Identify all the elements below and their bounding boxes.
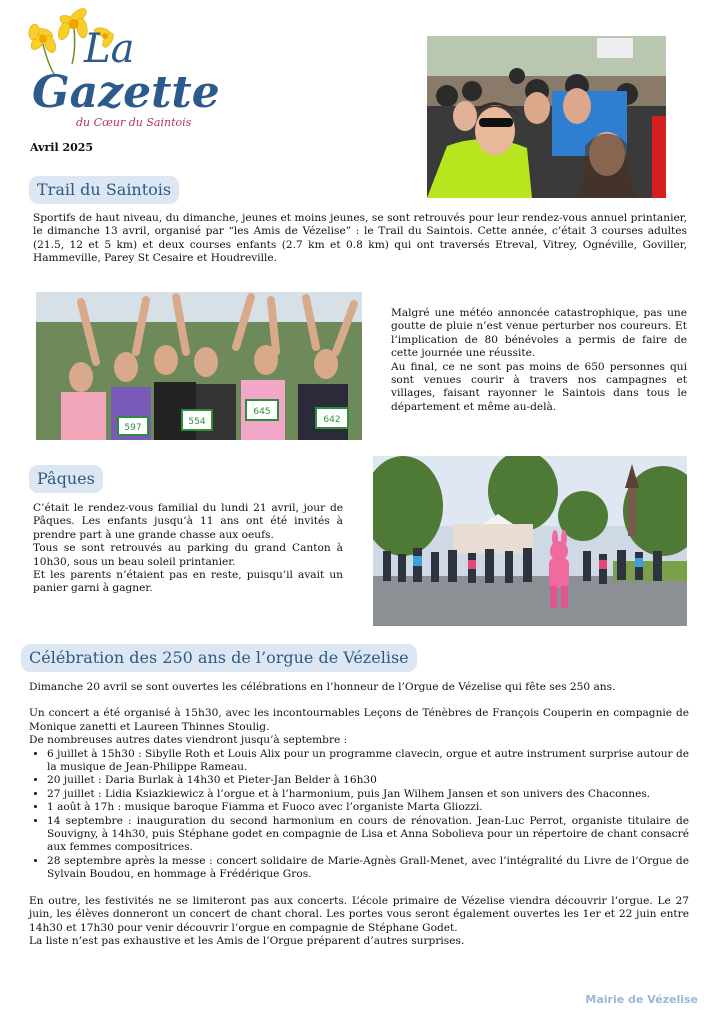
orgue-paragraph-festivities: En outre, les festivités ne se limiteront pas aux concerts. L’école primaire de Vézelise viendra découvrir l’orgue. Le 27 juin, les élèves donneront un concert de chant choral. Les portes vous seront également ouvertes les 1er et 22 juin entre 14h30 et 17h30 pour venir découvrir l’orgue en compagnie de Stéphane Godet. [29,894,689,934]
list-item: • 6 juillet à 15h30 : Sibylle Roth et Louis Alix pour un programme clavecin, orgue et autre instrument surprise autour de la musique de Jean-Philippe Rameau. [47,748,689,775]
paques-paragraph-3: Et les parents n’étaient pas en reste, puisqu’il avait un panier garni à gagner. [33,569,343,595]
orgue-text [29,681,689,948]
trail-side-text [391,307,687,414]
gazette-logo [14,4,224,134]
list-item: • 1 août à 17h : musique baroque Fiamma et Fuoco avec l’organiste Marta Gliozzi. [47,801,689,814]
list-item: • 14 septembre : inauguration du second harmonium en cours de rénovation. Jean-Luc Perrot, organiste titulaire de Souvigny, à 14h30, puis Stéphane godet en compagnie de Lisa et Anna Sobolieva pour un répertoire de chant consacré aux femmes compositrices. [47,815,689,855]
list-item: • 28 septembre après la messe : concert solidaire de Marie-Agnès Grall-Menet, avec l’intégralité du Livre de l’Orgue de Sylvain Boudou, en hommage à Frédérique Gros. [47,855,689,882]
orgue-paragraph-dates-intro: De nombreuses autres dates viendront jusqu’à septembre : [29,734,348,747]
section-title-orgue: Célébration des 250 ans de l’orgue de Vézelise [21,644,417,672]
list-item: • 27 juillet : Lidia Ksiazkiewicz à l’orgue et à l’harmonium, puis Jan Wilhem Jansen et son univers des Chaconnes. [47,788,689,801]
gazette-logo-image [14,4,224,134]
bib-number: 645 [253,407,271,417]
easter-egg-hunt-photo [373,456,687,626]
trail-paragraph-attendance: Au final, ce ne sont pas moins de 650 personnes qui sont venues courir à travers nos campagnes et villages, faisant rayonner le Saintois dans tous le département et même au-delà. [391,360,687,413]
runners-selfie-photo [427,36,666,198]
orgue-event-list [29,748,689,882]
list-item: • 20 juillet : Daria Burlak à 14h30 et Pieter-Jan Belder à 16h30 [47,774,689,787]
orgue-paragraph-opening: Dimanche 20 avril se sont ouvertes les célébrations en l’honneur de l’Orgue de Vézelise qui fête ses 250 ans. [29,681,616,693]
orgue-paragraph-closing: La liste n’est pas exhaustive et les Amis de l’Orgue préparent d’autres surprises. [29,934,465,947]
paques-text [33,502,343,596]
runners-start-photo [36,292,362,440]
paques-paragraph-2: Tous se sont retrouvés au parking du grand Canton à 10h30, sous un beau soleil printanier. [33,542,343,568]
bib-number: 642 [323,415,341,425]
issue-date: Avril 2025 [30,141,94,154]
paques-paragraph-1: C’était le rendez-vous familial du lundi 21 avril, jour de Pâques. Les enfants jusqu’à 11 ans ont été invités à prendre part à une grande chasse aux oeufs. [33,502,343,541]
footer-mairie: Mairie de Vézelise [585,993,698,1006]
bib-number: 554 [188,417,206,427]
bib-number: 597 [124,423,142,433]
trail-paragraph-weather: Malgré une météo annoncée catastrophique, pas une goutte de pluie n’est venue perturber nos coureurs. Et l’implication de 80 bénévoles a permis de faire de cette journée une réussite. [391,307,687,360]
logo-text-gazette: Gazette [32,67,220,118]
logo-text-la: La [84,26,135,72]
section-title-paques: Pâques [29,465,103,493]
orgue-paragraph-concert: Un concert a été organisé à 15h30, avec les incontournables Leçons de Ténèbres de François Couperin en compagnie de Monique zanetti et Laureen Thinnes Stoulig. [29,707,689,733]
trail-paragraph-intro: Sportifs de haut niveau, du dimanche, jeunes et moins jeunes, se sont retrouvés pour leur rendez-vous annuel printanier, le dimanche 13 avril, organisé par “les Amis de Vézelise” : le Trail du Saintois. Cette année, c’était 3 courses adultes (21.5, 12 et 5 km) et deux courses enfants (2.7 km et 0.8 km) qui ont traversés Etreval, Vitrey, Ognéville, Goviller, Hammeville, Parey St Cesaire et Houdreville. [33,212,687,265]
section-title-trail: Trail du Saintois [29,176,179,204]
logo-subtitle: du Cœur du Saintois [76,116,192,129]
